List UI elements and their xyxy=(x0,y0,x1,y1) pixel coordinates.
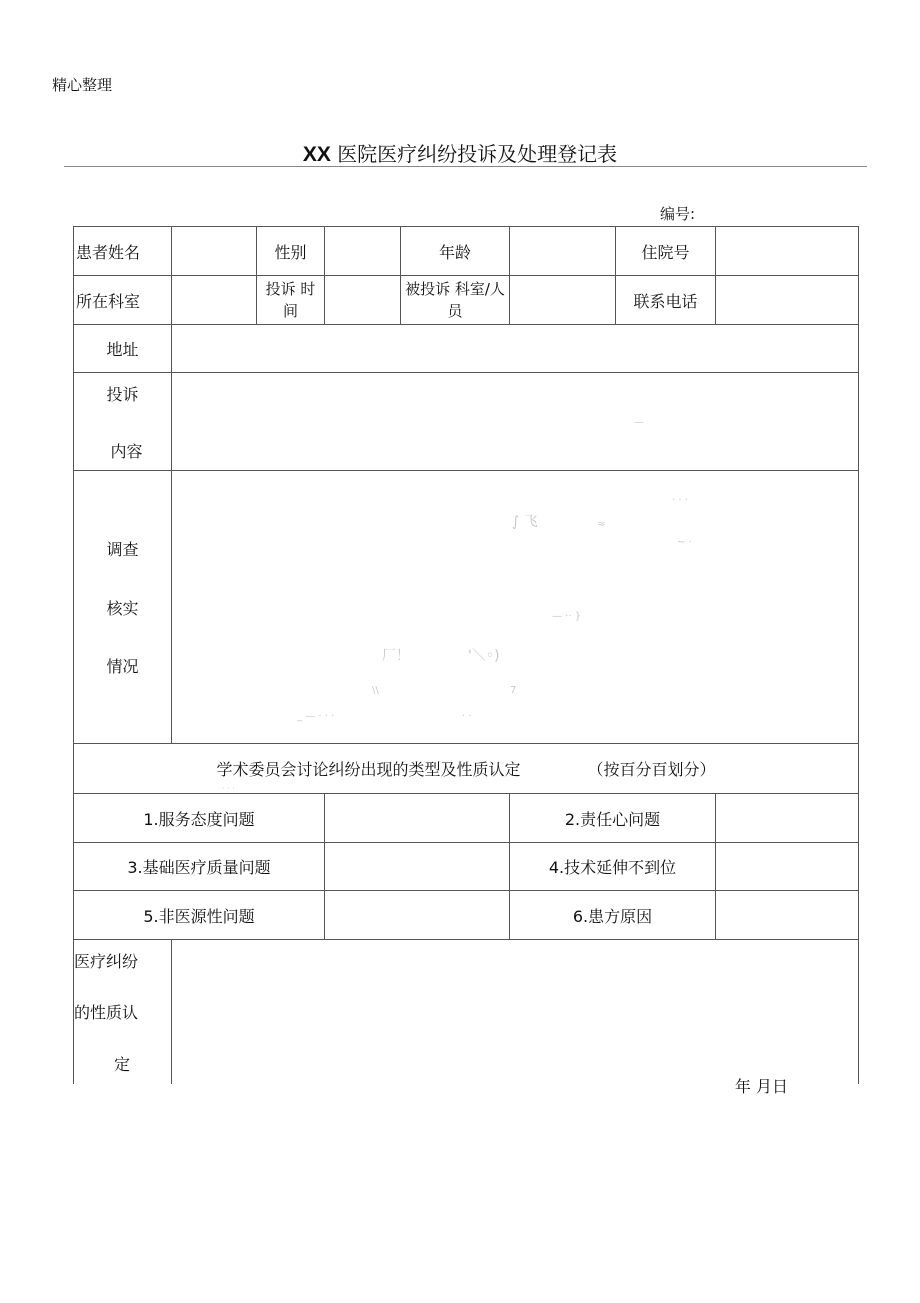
scan-noise: · · xyxy=(462,711,472,722)
scan-noise: '＼◦) xyxy=(468,648,500,664)
title-text: 医院医疗纠纷投诉及处理登记表 xyxy=(337,142,618,166)
complaint-time-field[interactable] xyxy=(325,276,401,325)
admission-no-field[interactable] xyxy=(716,227,859,276)
scan-noise: — ·· } xyxy=(552,611,582,622)
scan-noise: 厂！ xyxy=(382,648,410,664)
title-divider xyxy=(64,166,867,167)
phone-field[interactable] xyxy=(716,276,859,325)
nature-field[interactable] xyxy=(172,940,859,1096)
address-label: 地址 xyxy=(74,325,172,373)
complaint-content-label-line1: 投诉 xyxy=(106,384,139,404)
registration-form xyxy=(73,226,859,1096)
form-row-complaint-content xyxy=(74,373,859,471)
investigation-label xyxy=(74,471,172,744)
complaint-time-label-line2: 间 xyxy=(282,302,298,320)
scan-noise: 7 xyxy=(510,685,517,696)
gender-field[interactable] xyxy=(325,227,401,276)
category-row-1 xyxy=(74,794,859,843)
nature-label-line3: 定 xyxy=(114,1054,131,1074)
category-basic-quality-field[interactable] xyxy=(325,843,510,891)
category-technical: 4.技术延伸不到位 xyxy=(510,843,716,891)
page-title xyxy=(0,138,920,167)
header-note: 精心整理 xyxy=(52,76,113,94)
age-label: 年龄 xyxy=(401,227,510,276)
complained-dept-label xyxy=(401,276,510,325)
complained-dept-label-line1: 被投诉 科室/人 xyxy=(405,280,505,298)
complaint-content-label xyxy=(74,373,172,471)
form-row-basic-info xyxy=(74,227,859,276)
complaint-content-label-line2: 内容 xyxy=(110,441,143,461)
category-patient-side: 6.患方原因 xyxy=(510,891,716,940)
department-field[interactable] xyxy=(172,276,257,325)
category-non-iatrogenic: 5.非医源性问题 xyxy=(74,891,325,940)
scan-noise: — xyxy=(634,417,644,428)
scan-noise: · · · xyxy=(222,784,235,793)
form-row-address xyxy=(74,325,859,373)
complained-dept-label-line2: 员 xyxy=(447,302,463,320)
investigation-field[interactable] xyxy=(172,471,859,744)
nature-label-line1: 医疗纠纷 xyxy=(74,951,139,971)
discussion-text: 学术委员会讨论纠纷出现的类型及性质认定 xyxy=(216,760,521,779)
category-basic-quality: 3.基础医疗质量问题 xyxy=(74,843,325,891)
scan-noise: _ — · · · xyxy=(297,711,335,722)
investigation-label-line2: 核实 xyxy=(106,598,139,618)
nature-label xyxy=(74,940,172,1084)
serial-number-label: 编号: xyxy=(660,205,696,223)
discussion-paren: （按百分百划分） xyxy=(587,760,716,779)
phone-label: 联系电话 xyxy=(616,276,716,325)
category-responsibility: 2.责任心问题 xyxy=(510,794,716,843)
discussion-header xyxy=(74,744,859,794)
complaint-content-field[interactable] xyxy=(172,373,859,471)
complaint-time-label xyxy=(257,276,325,325)
scan-noise: · · · xyxy=(672,495,688,506)
category-non-iatrogenic-field[interactable] xyxy=(325,891,510,940)
investigation-label-line3: 情况 xyxy=(106,657,139,676)
scan-noise: ∫ 飞 xyxy=(512,514,538,530)
form-row-investigation xyxy=(74,471,859,744)
address-field[interactable] xyxy=(172,325,859,373)
department-label: 所在科室 xyxy=(74,276,172,325)
title-prefix: XX xyxy=(302,143,331,166)
form-row-nature xyxy=(74,940,859,1084)
nature-label-line2: 的性质认 xyxy=(74,1003,139,1023)
form-row-discussion xyxy=(74,744,859,794)
investigation-label-line1: 调查 xyxy=(106,540,139,559)
category-service-attitude: 1.服务态度问题 xyxy=(74,794,325,843)
category-service-attitude-field[interactable] xyxy=(325,794,510,843)
scan-noise: ~ · xyxy=(677,537,692,548)
scan-noise: ≈ xyxy=(597,519,606,530)
age-field[interactable] xyxy=(510,227,616,276)
form-row-department xyxy=(74,276,859,325)
category-row-3 xyxy=(74,891,859,940)
category-patient-side-field[interactable] xyxy=(716,891,859,940)
patient-name-label: 患者姓名 xyxy=(74,227,172,276)
complained-dept-field[interactable] xyxy=(510,276,616,325)
category-row-2 xyxy=(74,843,859,891)
complaint-time-label-line1: 投诉 时 xyxy=(265,280,316,298)
date-label: 年 月日 xyxy=(734,1076,788,1096)
patient-name-field[interactable] xyxy=(172,227,257,276)
category-responsibility-field[interactable] xyxy=(716,794,859,843)
admission-no-label: 住院号 xyxy=(616,227,716,276)
gender-label: 性别 xyxy=(257,227,325,276)
scan-noise: \\ xyxy=(372,685,379,696)
category-technical-field[interactable] xyxy=(716,843,859,891)
